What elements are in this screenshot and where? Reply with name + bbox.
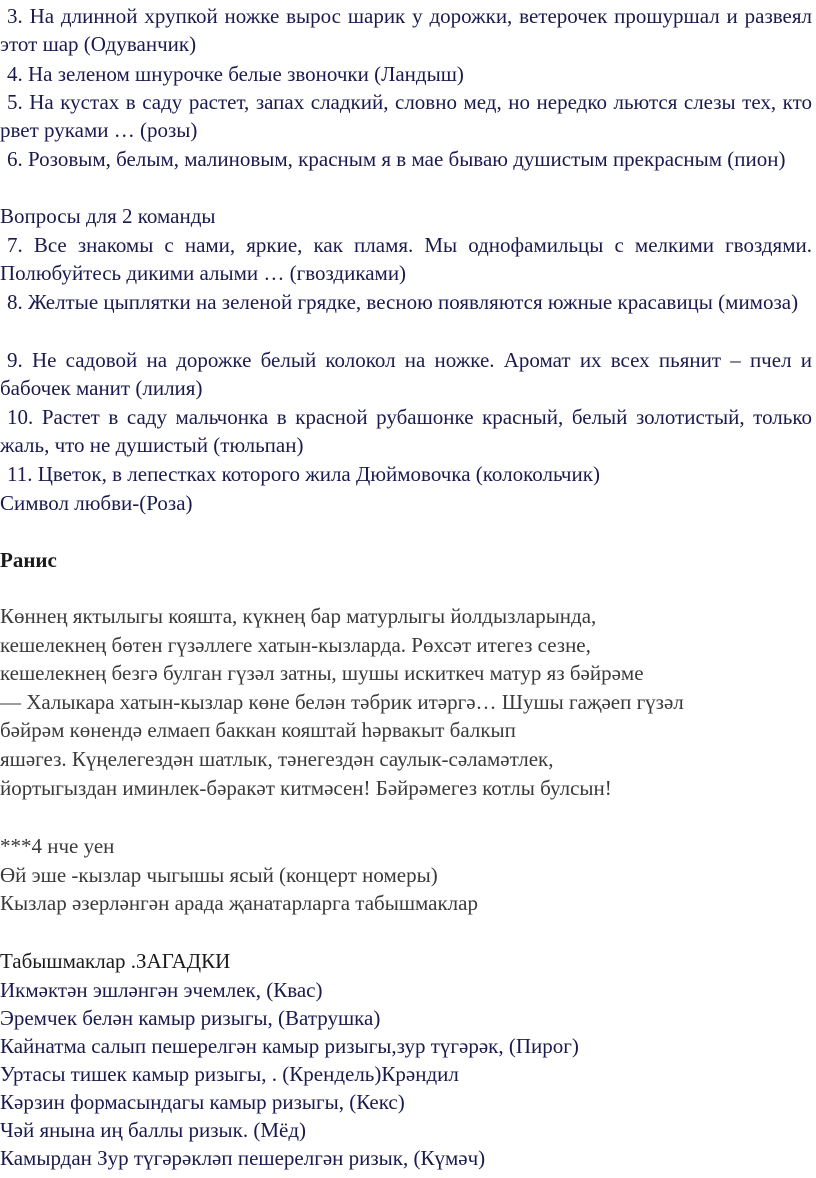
speaker-name: Ранис: [0, 548, 57, 572]
round4-game: Өй эше -кызлар чыгышы ясый (концерт номеры): [0, 862, 438, 887]
riddle-item: Чәй янына иң баллы ризык. (Мёд): [0, 1118, 307, 1142]
question-5: 5. На кустах в саду растет, запах сладкий, словно мед, но нередко льются слезы тех, кто рвет руками … (розы): [0, 90, 812, 142]
greeting-line: кешелекнең бөтен гүзәллеге хатын-кызларда. Рөхсәт итегез сезне,: [0, 632, 591, 657]
question-8: 8. Желтые цыплятки на зеленой грядке, весною появляются южные красавицы (мимоза): [7, 290, 799, 314]
round4-riddle-intro: Кызлар әзерләнгән арада җанатарларга табышмаклар: [0, 891, 478, 916]
question-3: 3. На длинной хрупкой ножке вырос шарик у дорожки, ветерочек прошуршал и развеял этот шар (Одуванчик): [0, 4, 812, 56]
greeting-line: бәйрәм көнендә елмаеп баккан кояштай һәрвакыт балкып: [0, 718, 516, 743]
riddle-item: Кайнатма салып пешерелгән камыр ризыгы,зур түгәрәк, (Пирог): [0, 1034, 579, 1058]
riddle-item: Икмәктән эшләнгән эчемлек, (Квас): [0, 978, 323, 1002]
question-9: 9. Не садовой на дорожке белый колокол на ножке. Аромат их всех пьянит – пчел и бабочек манит (лилия): [0, 348, 812, 400]
question-7: 7. Все знакомы с нами, яркие, как пламя. Мы однофамильцы с мелкими гвоздями. Полюбуйтесь дикими алыми … (гвоздиками): [0, 233, 812, 285]
greeting-line: кешелекнең безгә булган гүзәл затны, шушы искиткеч матур яз бәйрәме: [0, 661, 644, 686]
greeting-line: яшәгез. Күңелегездән шатлык, тәнегездән саулык-сәламәтлек,: [0, 746, 554, 771]
question-11: 11. Цветок, в лепестках которого жила Дюймовочка (колокольчик): [7, 462, 600, 486]
riddles-heading: Табышмаклар .ЗАГАДКИ: [0, 949, 231, 973]
riddles-list: [0, 976, 579, 1172]
question-6: 6. Розовым, белым, малиновым, красным я в мае бываю душистым прекрасным (пион): [7, 147, 786, 171]
question-10: 10. Растет в саду мальчонка в красной рубашонке красный, белый золотистый, только жаль, что не душистый (тюльпан): [0, 405, 812, 457]
riddle-item: Кәрзин формасындагы камыр ризыгы, (Кекс): [0, 1090, 405, 1114]
riddle-item: Уртасы тишек камыр ризыгы, . (Крендель)Крәндил: [0, 1062, 459, 1086]
greeting-line: йортыгыздан иминлек-бәракәт китмәсен! Бәйрәмегез котлы булсын!: [0, 775, 612, 800]
team2-heading: Вопросы для 2 команды: [0, 204, 216, 228]
riddle-item: Эремчек белән камыр ризыгы, (Ватрушка): [0, 1006, 381, 1030]
round4-block: [0, 832, 816, 918]
round4-title: ***4 нче уен: [0, 834, 115, 858]
greeting-paragraph: [0, 602, 816, 802]
riddle-item: Камырдан Зур түгәрәкләп пешерелгән ризык, (Күмәч): [0, 1146, 486, 1170]
greeting-line: Көннең яктылыгы кояшта, күкнең бар матурлыгы йолдызларында,: [0, 604, 597, 628]
love-symbol: Символ любви-(Роза): [0, 491, 193, 515]
greeting-line: — Халыкара хатын-кызлар көне белән тәбрик итәргә… Шушы гаҗәеп гүзәл: [0, 689, 684, 714]
question-4: 4. На зеленом шнурочке белые звоночки (Ландыш): [7, 62, 464, 86]
